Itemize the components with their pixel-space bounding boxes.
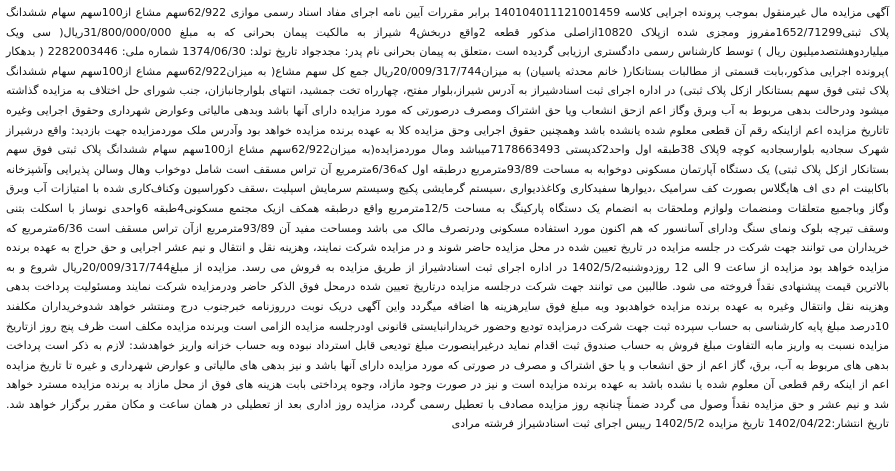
auction-notice-text: آگهی مزایده مال غیرمنقول بموجب پرونده اجرایی کلاسه 140104011121001459 برابر مقررات آیین نامه اجرای مفاد اسناد رسمی موازی 62/922سهم مشاع از100سهم سهام ششدانگ پلاک ثبتی1652/71299مفروز ومجزی شده ازپلاک 10820ازاصلی مذکور قطعه 2واقع دربخش4 شیراز به مالکیت پیمان بحرانی که به مبلغ 31/800/000/000ریال( سی ویک میلیاردوهشتصدمیلیون ریال ) توسط کارشناس رسمی دادگستری ارزیابی گردیده است ،متعلق به پیمان بحرانی نام پدر: مجدجواد تاریخ تولد: 1374/06/30 شماره ملی: 2282003446 ( بدهکار )پرونده اجرایی مذکور،بابت قسمتی از مطالبات بستانکار( خانم محدثه یاسیان) به میزان20/009/317/744ریال جمع کل سهم مشاع( به میزان62/922سهم مشاع از100سهم سهام ششدانگ پلاک ثبتی فوق سهم بستانکار ازکل پلاک ثبتی) در اداره اجرای ثبت اسنادشیراز به آدرس شیراز،بلوار مفتح، چهارراه تخت جمشید، انتهای بلوارجانبازان، جنب شورای حل اختلاف به مزایده گذاشته میشود ودرحالت بدهی مربوط به آب وبرق وگاز اعم ازحق انشعاب ویا حق اشتراک ومصرف درصورتی که مورد مزایده دارای آنها باشد وبدهی مالیاتی وعوارض شهرداری وحقوق اجرایی وغیره تاتاریخ مزایده اعم ازاینکه رقم آن قطعی معلوم شده یانشده باشد وهمچنین حقوق اجرایی وحق مزایده کلا به عهده برنده مزایده خواهد بود وآدرس ملک موردمزایده جهت بازدید: واقع درشیراز شهرک سجادیه بلوارسجادیه کوچه 9پلاک 38طبقه اول واحد2کدپستی 7178663493میباشد ومال موردمزایده(به میزان62/922سهم مشاع از100سهم سهام ششدانگ پلاک ثبتی فوق سهم بستانکار ازکل پلاک ثبتی) یک دستگاه آپارتمان مسکونی دوخوابه به مساحت 93/89مترمربع درطبقه اول که6/36مترمربع آن تراس مسقف است شامل دوخواب وهال وسالن پذیرایی وآشپزخانه باکابینت ام دی اف هایگلاس بصورت کف سرامیک ،دیوارها سفیدکاری وکاغذدیواری ،سیستم گرمایشی پکیج وسیستم سرمایش اسپلیت ،سقف دکوراسیون وکناف‌کاری شده با امتیازات آب وبرق وگاز وباجمیع متعلقات ومنضمات ولوازم وملحقات به انضمام یک دستگاه پارکینگ به مساحت 12/5مترمربع واقع درطبقه همکف ازیک مجتمع مسکونی4طبقه 6واحدی نوساز با اسکلت بتنی وسقف تیرچه بلوک ونمای سنگ ودارای آسانسور که هم اکنون مورد استفاده مسکونی ودرتصرف مالک می باشد ومساحت مفید آن 93/89مترمربع ازآن تراس مسقف است 6/36مترمربع که خریداران می توانند جهت شرکت در جلسه مزایده در تاریخ تعیین شده در محل مزایده حاضر شوند و در مزایده شرکت نمایند، وهزینه نقل و انتقال و نیم عشر اجرایی و حق حراج به عهده برنده مزایده خواهد بود مزایده از ساعت 9 الی 12 روزدوشنبه1402/5/2 در اداره اجرای ثبت اسنادشیراز از طریق مزایده به فروش می رسد. مزایده از مبلغ20/009/317/744ریال شروع و به بالاترین قیمت پیشنهادی نقداً فروخته می شود. طالبین می توانند جهت شرکت درجلسه مزایده درتاریخ تعیین شده درمحل فوق الذکر حاضر ودرمزایده شرکت نمایند ومسئولیت پرداخت بدهی وهزینه نقل وانتقال وغیره به عهده برنده مزایده خواهدبود وبه مبلغ فوق سایرهزینه ها اضافه میگردد واین آگهی دریک نوبت درروزنامه خبرجنوب درج ومنتشر خواهد شدوخریداران مکلفند 10درصد مبلغ پایه کارشناسی به حساب سپرده ثبت جهت شرکت درمزایده تودیع وحضور خریدارانبایستی قانونی اودرجلسه مزایده الزامی است وبرنده مزایده مکلف است ظرف پنج روز ازتاریخ مزایده نسبت به واریز مابه التفاوت مبلغ فروش به حساب صندوق ثبت اقدام نماید درغیراینصورت مبلغ تودیعی قابل استرداد نبوده وبه حساب خزانه واریز خواهدشد: لازم به ذکر است پرداخت بدهی های مربوط به آب، برق، گاز اعم از حق انشعاب و یا حق اشتراک و مصرف در صورتی که مورد مزایده دارای آنها باشد و نیز بدهی های مالیاتی و عوارض شهرداری و غیره تا تاریخ مزایده اعم از اینکه رقم قطعی آن معلوم شده یا نشده باشد به عهده برنده مزایده است و نیز در صورت وجود مازاد، وجوه پرداختی بابت هزینه های فوق از محل مازاد به برنده مزایده مسترد خواهد شد و نیم عشر و حق مزایده نقداً وصول می گردد ضمناً چنانچه روز مزایده مصادف با تعطیل رسمی گردد، مزایده روز اداری بعد از تعطیلی در همان ساعت و مکان مقرر برگزار خواهد شد. تاریخ انتشار:1402/04/22 تاریخ مزایده 1402/5/2 رییس اجرای ثبت اسنادشیراز فرشته مرادی — [6, 6, 890, 431]
